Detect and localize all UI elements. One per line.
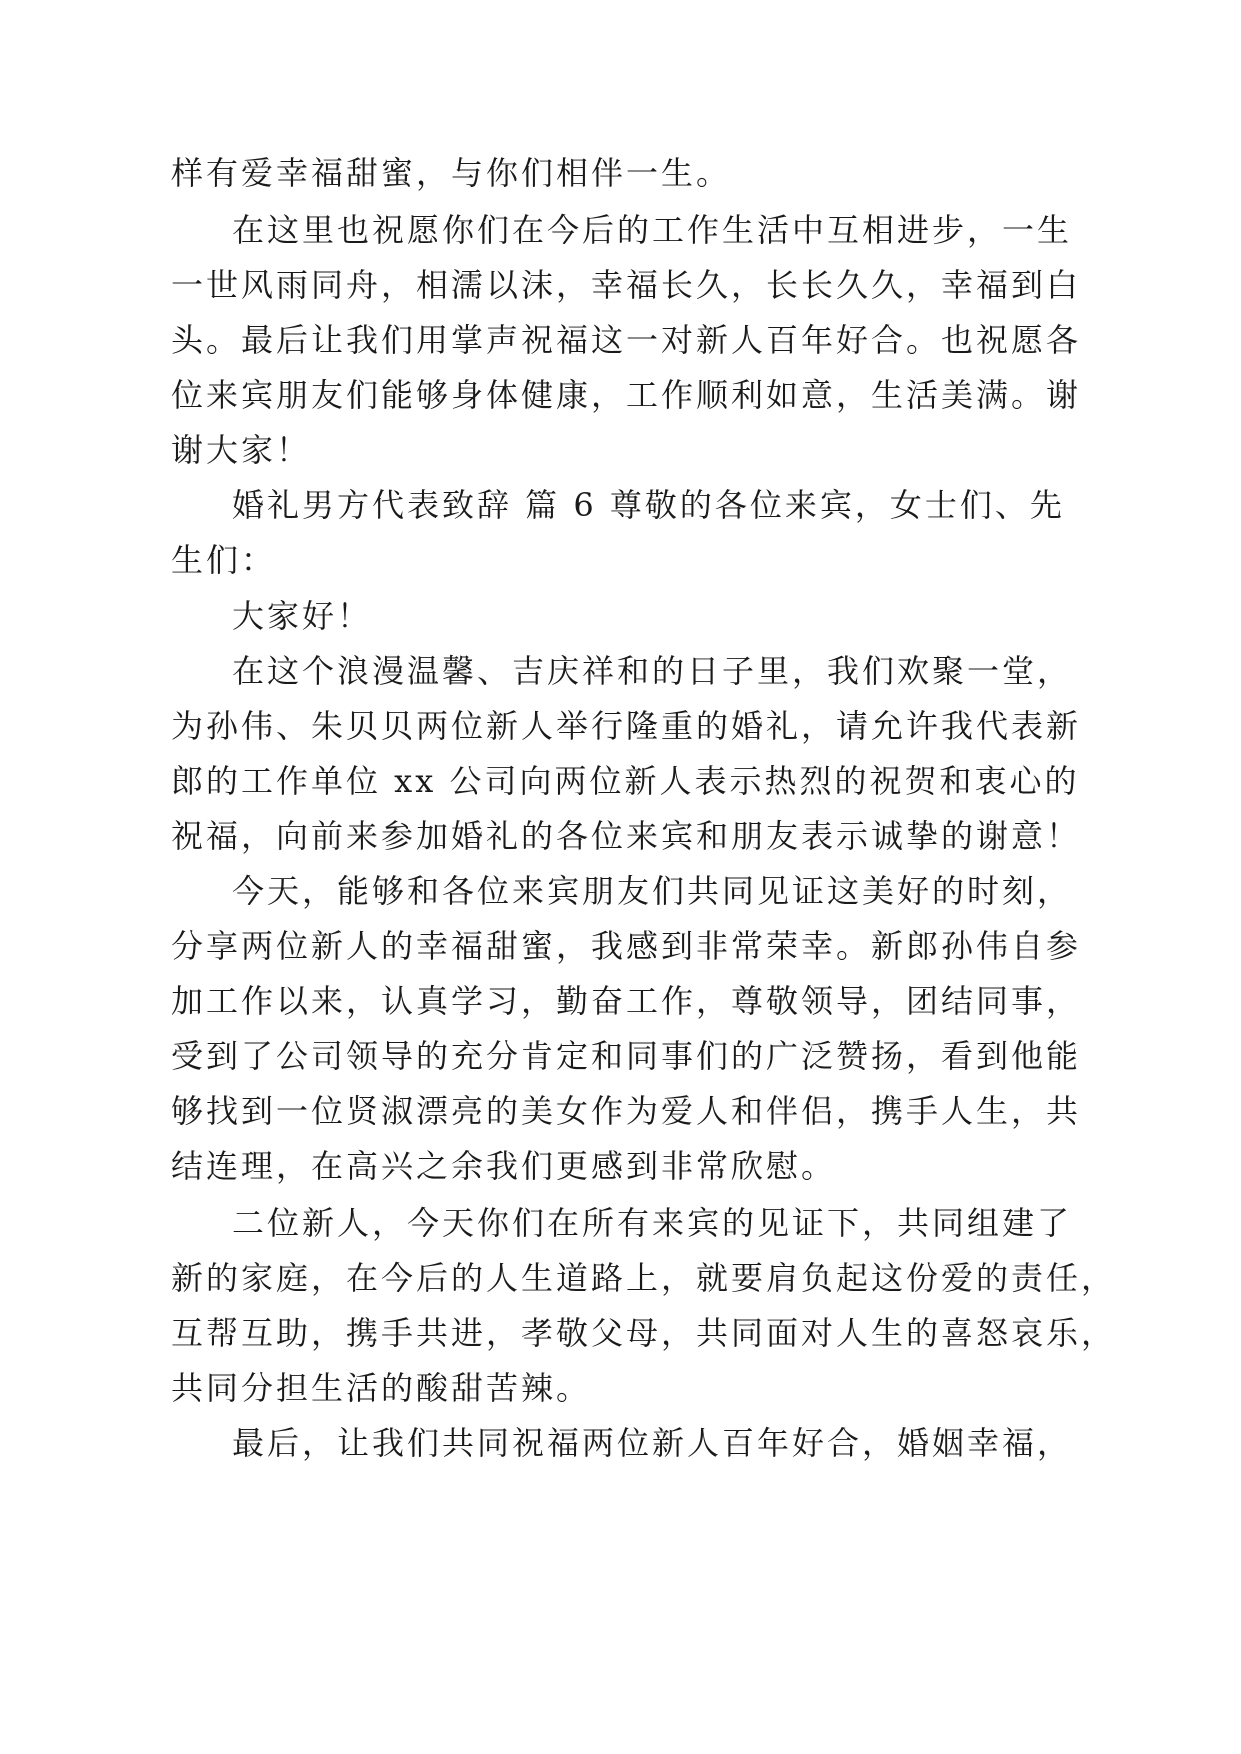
text-line: 样有爱幸福甜蜜，与你们相伴一生。 [171, 154, 732, 192]
text-line: 够找到一位贤淑漂亮的美女作为爱人和伴侣，携手人生，共 [171, 1092, 1082, 1130]
text-line: 为孙伟、朱贝贝两位新人举行隆重的婚礼，请允许我代表新 [171, 707, 1082, 745]
text-line: 祝福，向前来参加婚礼的各位来宾和朋友表示诚挚的谢意！ [171, 817, 1082, 855]
paragraph-first-line: 在这里也祝愿你们在今后的工作生活中互相进步，一生 [232, 211, 1073, 249]
paragraph-first-line: 二位新人，今天你们在所有来宾的见证下，共同组建了 [232, 1204, 1073, 1242]
greeting-line: 大家好！ [232, 597, 373, 635]
text-line: 谢大家！ [171, 431, 312, 469]
paragraph-first-line: 今天，能够和各位来宾朋友们共同见证这美好的时刻， [232, 872, 1073, 910]
text-line: 互帮互助，携手共进，孝敬父母，共同面对人生的喜怒哀乐， [171, 1314, 1117, 1352]
text-line: 新的家庭，在今后的人生道路上，就要肩负起这份爱的责任， [171, 1259, 1117, 1297]
section-heading-line: 婚礼男方代表致辞 篇 6 尊敬的各位来宾，女士们、先 [232, 486, 1065, 524]
text-line: 加工作以来，认真学习，勤奋工作，尊敬领导，团结同事， [171, 982, 1082, 1020]
text-line: 受到了公司领导的充分肯定和同事们的广泛赞扬，看到他能 [171, 1037, 1082, 1075]
text-line: 分享两位新人的幸福甜蜜，我感到非常荣幸。新郎孙伟自参 [171, 927, 1082, 965]
text-line: 结连理，在高兴之余我们更感到非常欣慰。 [171, 1147, 837, 1185]
text-line: 位来宾朋友们能够身体健康，工作顺利如意，生活美满。谢 [171, 376, 1082, 414]
text-line: 郎的工作单位 xx 公司向两位新人表示热烈的祝贺和衷心的 [171, 762, 1080, 800]
paragraph-first-line: 在这个浪漫温馨、吉庆祥和的日子里，我们欢聚一堂， [232, 652, 1073, 690]
text-line: 共同分担生活的酸甜苦辣。 [171, 1369, 592, 1407]
text-line: 头。最后让我们用掌声祝福这一对新人百年好合。也祝愿各 [171, 321, 1082, 359]
text-line: 生们： [171, 541, 277, 579]
paragraph-first-line: 最后，让我们共同祝福两位新人百年好合，婚姻幸福， [232, 1424, 1073, 1462]
text-line: 一世风雨同舟，相濡以沫，幸福长久，长长久久，幸福到白 [171, 266, 1082, 304]
